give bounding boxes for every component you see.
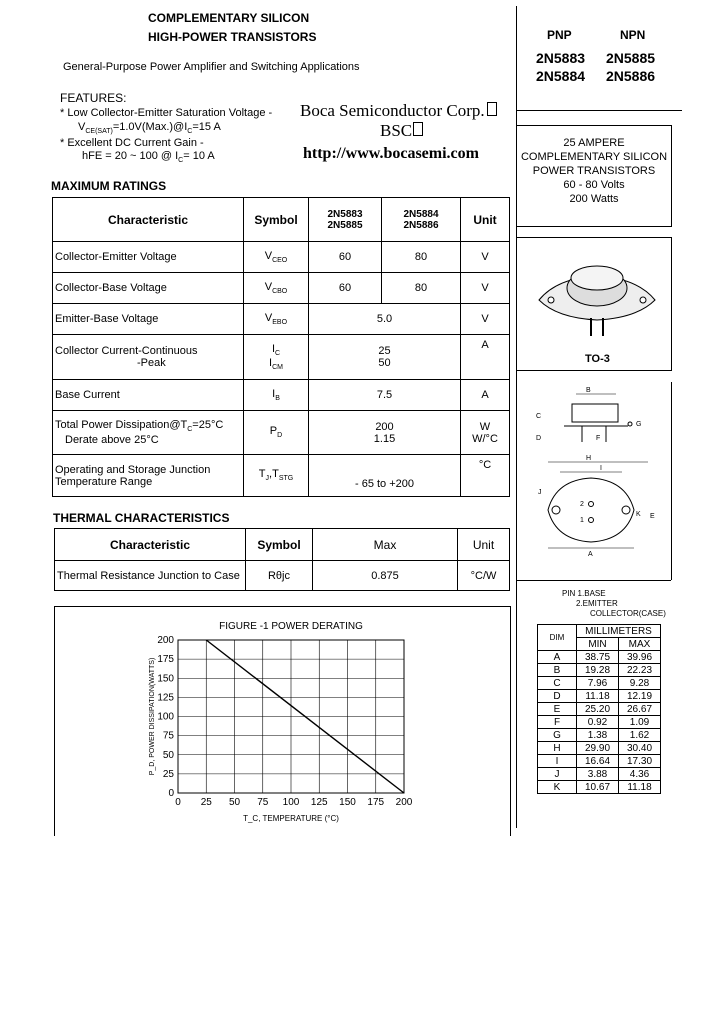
x-tick-label: 175 — [367, 797, 385, 808]
x-tick-label: 25 — [200, 797, 212, 808]
chart-frame-top — [54, 606, 511, 607]
mm-header: MILLIMETERS — [577, 625, 661, 638]
company-name: Boca Semiconductor Corp. — [300, 101, 497, 121]
pin-2-label: 2 — [580, 501, 584, 508]
drawing-box-right — [671, 382, 672, 580]
mr-h-p1: 2N5883 2N5885 — [309, 198, 382, 242]
npn-label: NPN — [620, 28, 646, 42]
feature-1: * Low Collector-Emitter Saturation Voltage - — [60, 107, 273, 119]
title-line-1: COMPLEMENTARY SILICON — [148, 11, 310, 25]
spec-box — [517, 125, 672, 227]
y-tick-label: 150 — [157, 673, 174, 685]
subtitle: General-Purpose Power Amplifier and Switching Applications — [63, 61, 360, 73]
table-row: Base Current $I_B$ 7.5 A — [53, 380, 510, 411]
dim-label-h: H — [586, 455, 592, 462]
table-row: H 29.90 30.40 — [538, 742, 661, 755]
feature-2: * Excellent DC Current Gain - — [60, 137, 204, 149]
th-h-char: Characteristic — [55, 529, 246, 561]
y-tick-label: 75 — [162, 730, 174, 742]
dim-label-b: B — [586, 387, 591, 394]
npn-part-2: 2N5886 — [606, 68, 656, 84]
table-row: G 1.38 1.62 — [538, 729, 661, 742]
thermal-table — [54, 528, 510, 591]
mechanical-drawing — [526, 382, 666, 582]
y-axis-label: P_D, POWER DISSIPATION(WATTS) — [149, 657, 156, 776]
feature-1-detail: $V_{CE(SAT)}=1.0V(Max.)@I_C=15$ A — [78, 121, 221, 136]
mr-h-unit: Unit — [461, 198, 510, 242]
y-tick-label: 50 — [162, 749, 174, 761]
y-tick-label: 200 — [157, 635, 174, 646]
chart-frame-right — [510, 606, 511, 836]
th-h-unit: Unit — [458, 529, 510, 561]
spec-amps: 25 AMPERE — [563, 137, 625, 149]
dim-label-d: D — [536, 435, 542, 442]
x-tick-label: 100 — [282, 797, 300, 808]
company-short: BSC — [380, 121, 423, 141]
pnp-part-2: 2N5884 — [536, 68, 586, 84]
thermal-title: THERMAL CHARACTERISTICS — [53, 511, 230, 525]
features-title: FEATURES: — [60, 91, 127, 105]
feature-2-detail: hFE = 20 ~ 100 @ $I_C= 10$ A — [82, 150, 215, 165]
x-tick-label: 125 — [310, 797, 328, 808]
dim-label-j: J — [538, 489, 542, 496]
chart-title: FIGURE -1 POWER DERATING — [219, 621, 363, 632]
x-tick-label: 0 — [175, 797, 181, 808]
y-tick-label: 175 — [157, 654, 174, 666]
table-row: Emitter-Base Voltage $V_{EBO}$ 5.0 V — [53, 304, 510, 335]
table-row: I 16.64 17.30 — [538, 755, 661, 768]
max-header: MAX — [619, 638, 661, 651]
dim-header: DIM — [538, 625, 577, 651]
chart-frame-left — [54, 606, 55, 836]
dim-label-k: K — [636, 511, 641, 518]
x-axis-label: T_C, TEMPERATURE (°C) — [243, 814, 339, 823]
pnp-part-1: 2N5883 — [536, 50, 586, 66]
table-row: Collector-Emitter Voltage $V_{CEO}$ 60 80 V — [53, 242, 510, 273]
mr-h-sym: Symbol — [244, 198, 309, 242]
pin-1-label: 1 — [580, 517, 584, 524]
table-row: Thermal Resistance Junction to Case Rθjc 0.875 °C/W — [55, 561, 510, 591]
table-row: Collector-Base Voltage $V_{CBO}$ 60 80 V — [53, 273, 510, 304]
pin-1: PIN 1.BASE — [562, 589, 606, 598]
table-row: Total Power $Dissipation@T_C=25^\circ C$ Derate above 25°C $P_D$ 200 1.15 W W/°C — [53, 411, 510, 455]
pin-case: COLLECTOR(CASE) — [590, 609, 666, 618]
x-tick-label: 150 — [339, 797, 356, 808]
table-row: F 0.92 1.09 — [538, 716, 661, 729]
max-ratings-title: MAXIMUM RATINGS — [51, 179, 167, 193]
th-h-max: Max — [313, 529, 458, 561]
y-tick-label: 125 — [157, 692, 174, 704]
spec-type: COMPLEMENTARY SILICON — [520, 151, 668, 163]
table-row: Collector Current-Continuous -Peak $I_C$ $I_{CM}$ 25 50 A — [53, 335, 510, 380]
min-header: MIN — [577, 638, 619, 651]
spec-watts: 200 Watts — [569, 193, 619, 205]
dim-label-g: G — [636, 421, 642, 428]
table-row: B 19.28 22.23 — [538, 664, 661, 677]
company-url[interactable]: http://www.bocasemi.com — [303, 145, 479, 162]
spec-volts: 60 - 80 Volts — [563, 179, 625, 191]
part-box-bottom — [516, 110, 682, 111]
npn-part-1: 2N5885 — [606, 50, 656, 66]
power-derating-chart — [130, 615, 430, 830]
x-tick-label: 50 — [228, 797, 241, 808]
dim-label-c: C — [536, 413, 542, 420]
mr-h-p2: 2N5884 2N5886 — [382, 198, 461, 242]
table-row: J 3.88 4.36 — [538, 768, 661, 781]
dim-label-f: F — [596, 435, 601, 442]
y-tick-label: 100 — [157, 711, 174, 723]
y-tick-label: 25 — [162, 768, 174, 780]
table-row: E 25.20 26.67 — [538, 703, 661, 716]
x-tick-label: 200 — [395, 797, 413, 808]
dim-label-i: I — [600, 465, 602, 472]
spec-kind: POWER TRANSISTORS — [532, 165, 656, 177]
package-box — [517, 237, 672, 371]
dimension-table — [537, 624, 661, 794]
part-box-left — [516, 6, 517, 111]
table-row: D 11.18 12.19 — [538, 690, 661, 703]
x-tick-label: 75 — [257, 797, 269, 808]
table-row: C 7.96 9.28 — [538, 677, 661, 690]
table-row: K 10.67 11.18 — [538, 781, 661, 794]
dim-label-e: E — [650, 513, 655, 520]
th-h-sym: Symbol — [246, 529, 313, 561]
table-row: Operating and Storage Junction Temperature Range $T_J,T_{STG}$ - 65 to +200 °C — [53, 455, 510, 497]
drawing-box-bottom — [517, 580, 671, 581]
to3-package-icon — [517, 238, 671, 348]
pnp-label: PNP — [547, 28, 572, 42]
pinout — [562, 589, 666, 619]
pin-2: 2.EMITTER — [576, 599, 618, 608]
max-ratings-table — [52, 197, 510, 497]
package-label: TO-3 — [585, 353, 610, 365]
y-tick-label: 0 — [168, 788, 174, 799]
mr-h-char: Characteristic — [53, 198, 244, 242]
dim-label-a: A — [588, 551, 593, 558]
title-line-2: HIGH-POWER TRANSISTORS — [148, 30, 317, 44]
table-row: A 38.75 39.96 — [538, 651, 661, 664]
